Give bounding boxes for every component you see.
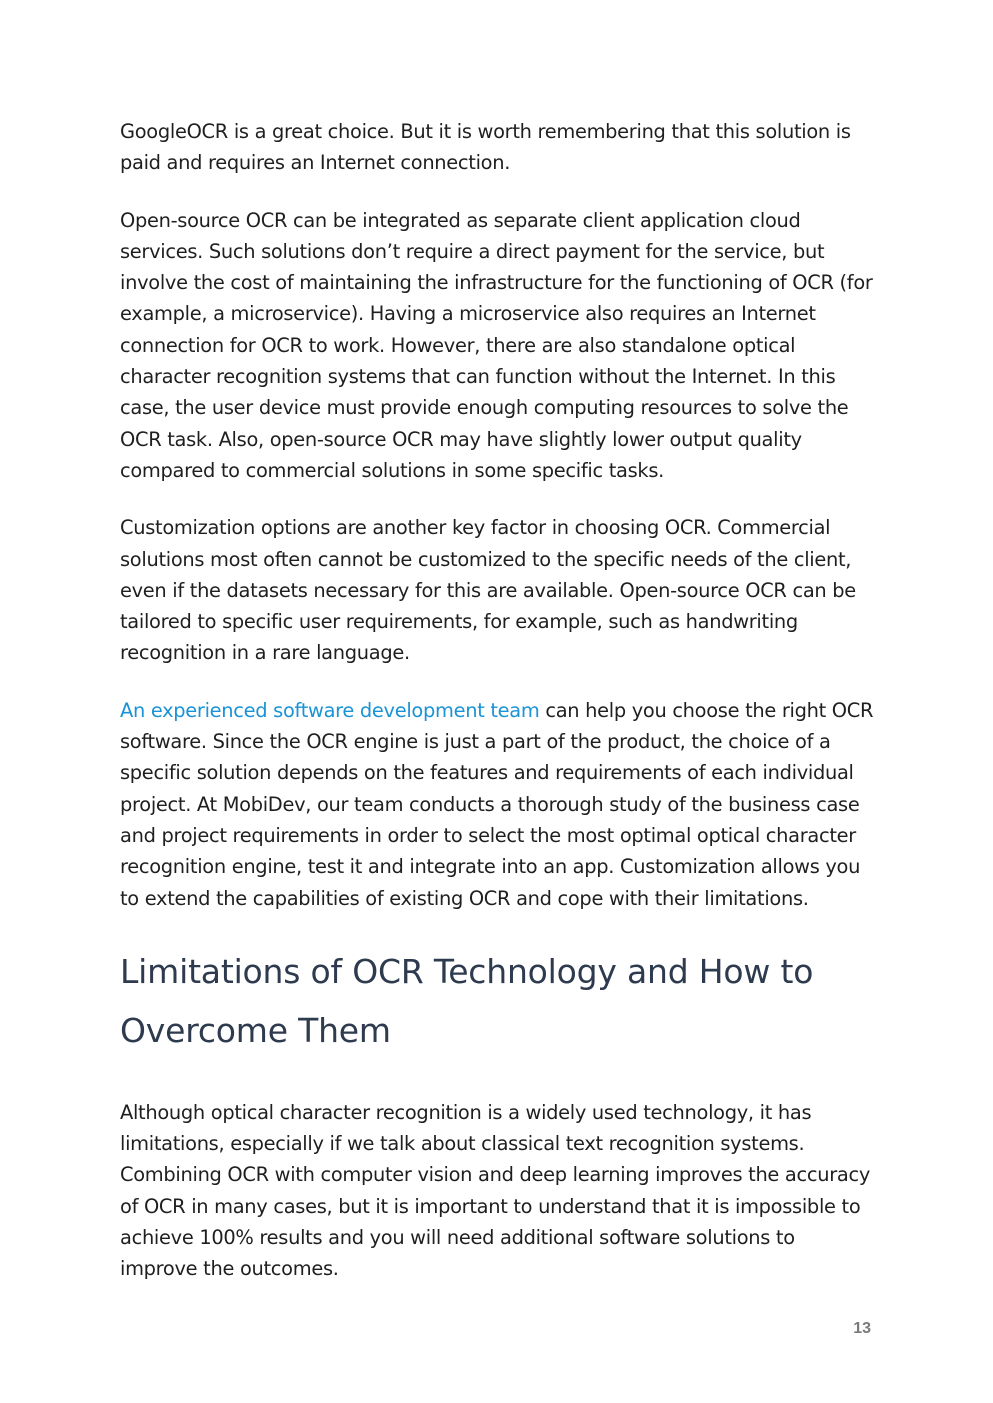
page-number: 13 (853, 1320, 871, 1337)
section-heading (120, 942, 876, 1061)
software-development-team-link[interactable]: An experienced software development team (120, 698, 540, 722)
section-heading-line-1: Limitations of OCR Technology and How to (120, 951, 814, 991)
document-page (120, 116, 876, 1285)
paragraph-team-text: can help you choose the right OCR software. Since the OCR engine is just a part of the product, the choice of a specific solution depends on the features and requirements of each individual project. At MobiDev, our team conducts a thorough study of the business case and project requirements in order to select the most optimal optical character recognition engine, test it and integrate into an app. Customization allows you to extend the capabilities of existing OCR and cope with their limitations. (120, 698, 874, 910)
paragraph-open-source-ocr: Open-source OCR can be integrated as separate client application cloud services. Such solutions don’t require a direct payment for the service, but involve the cost of maintaining the infrastructure for the functioning of OCR (for example, a microservice). Having a microservice also requires an Internet connection for OCR to work. However, there are also standalone optical character recognition systems that can function without the Internet. In this case, the user device must provide enough computing resources to solve the OCR task. Also, open-source OCR may have slightly lower output quality compared to commercial solutions in some specific tasks. (120, 208, 873, 482)
paragraph-google-ocr: GoogleOCR is a great choice. But it is worth remembering that this solution is paid and requires an Internet connection. (120, 120, 851, 175)
section-heading-line-2: Overcome Them (120, 1011, 391, 1051)
paragraph-limitations: Although optical character recognition is a widely used technology, it has limitations, especially if we talk about classical text recognition systems. Combining OCR with computer vision and deep learning improves the accuracy of OCR in many cases, but it is important to understand that it is impossible to achieve 100% results and you will need additional software solutions to improve the outcomes. (120, 1100, 871, 1281)
paragraph-team (120, 695, 876, 914)
paragraph-customization: Customization options are another key factor in choosing OCR. Commercial solutions most often cannot be customized to the specific needs of the client, even if the datasets necessary for this are available. Open-source OCR can be tailored to specific user requirements, for example, such as handwriting recognition in a rare language. (120, 516, 856, 665)
